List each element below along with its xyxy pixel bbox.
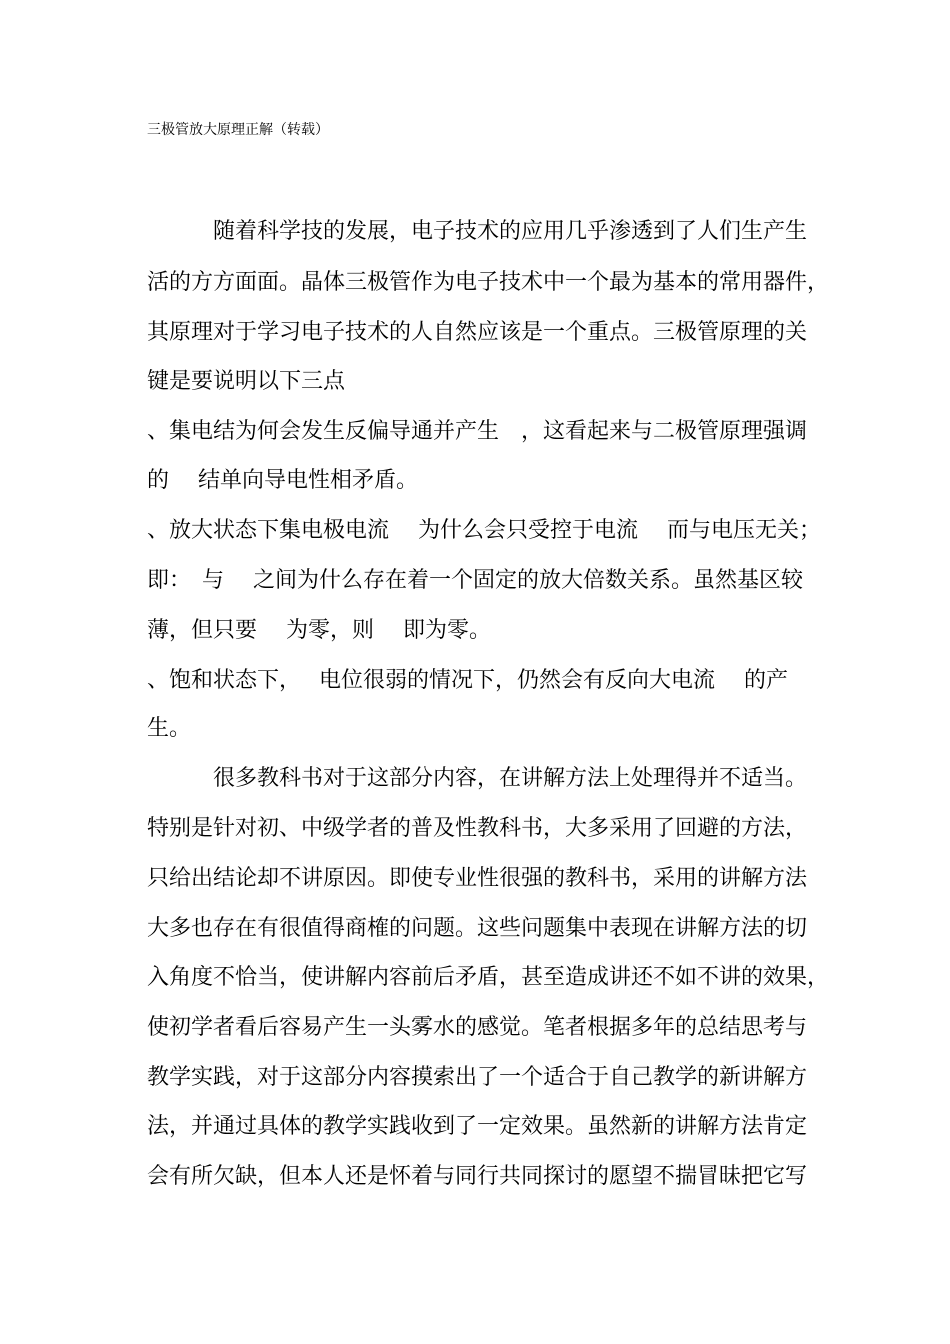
body-line: 会有所欠缺，但本人还是怀着与同行共同探讨的愿望不揣冒昧把它写 bbox=[147, 1164, 808, 1189]
body-line: 生。 bbox=[147, 716, 192, 741]
body-line: 的 结单向导电性相矛盾。 bbox=[147, 468, 418, 493]
body-line: 即： 与 之间为什么存在着一个固定的放大倍数关系。虽然基区较 bbox=[147, 568, 803, 593]
body-line: 大多也存在有很值得商榷的问题。这些问题集中表现在讲解方法的切 bbox=[147, 916, 808, 941]
body-line: 活的方方面面。晶体三极管作为电子技术中一个最为基本的常用器件， bbox=[147, 270, 830, 295]
body-line: 特别是针对初、中级学者的普及性教科书，大多采用了回避的方法， bbox=[147, 816, 808, 841]
body-line: 随着科学技的发展，电子技术的应用几乎渗透到了人们生产生 bbox=[147, 219, 808, 244]
body-line: 薄，但只要 为零，则 即为零。 bbox=[147, 618, 491, 643]
body-line: 很多教科书对于这部分内容，在讲解方法上处理得并不适当。 bbox=[147, 766, 808, 791]
body-line: 键是要说明以下三点 bbox=[147, 369, 346, 394]
body-line: 教学实践，对于这部分内容摸索出了一个适合于自己教学的新讲解方 bbox=[147, 1065, 808, 1090]
body-line: 、放大状态下集电极电流 为什么会只受控于电流 而与电压无关； bbox=[147, 518, 821, 543]
body-line: 只给出结论却不讲原因。即使专业性很强的教科书，采用的讲解方法 bbox=[147, 866, 808, 891]
document-title: 三极管放大原理正解（转载） bbox=[147, 122, 329, 138]
body-line: 、集电结为何会发生反偏导通并产生 ，这看起来与二极管原理强调 bbox=[147, 419, 808, 444]
body-line: 法，并通过具体的教学实践收到了一定效果。虽然新的讲解方法肯定 bbox=[147, 1114, 808, 1139]
body-line: 、饱和状态下， 电位很弱的情况下，仍然会有反向大电流 的产 bbox=[147, 668, 788, 693]
body-line: 使初学者看后容易产生一头雾水的感觉。笔者根据多年的总结思考与 bbox=[147, 1015, 808, 1040]
body-line: 入角度不恰当，使讲解内容前后矛盾，甚至造成讲还不如不讲的效果， bbox=[147, 965, 830, 990]
body-line: 其原理对于学习电子技术的人自然应该是一个重点。三极管原理的关 bbox=[147, 320, 808, 345]
